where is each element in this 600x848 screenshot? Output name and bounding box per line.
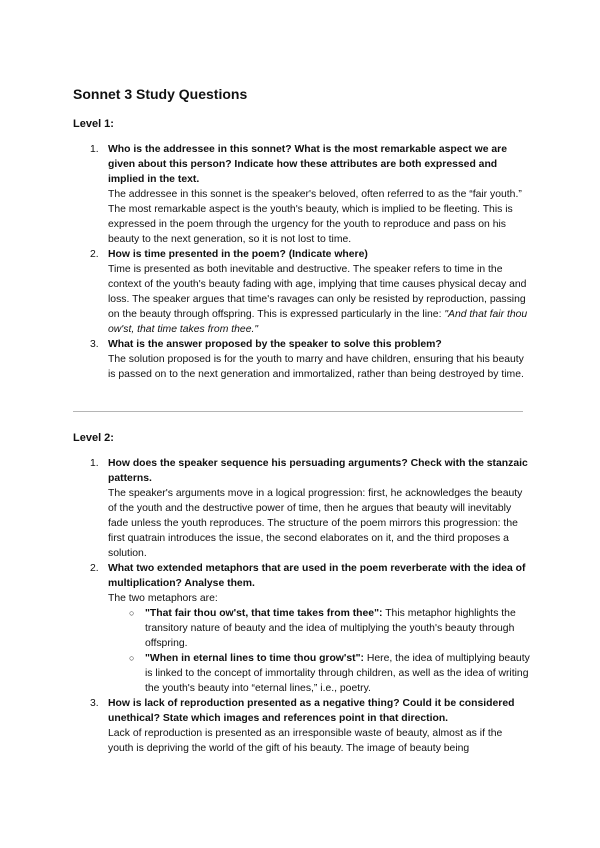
quoted-line: "And that fair thou ow'st, that time takes from thee." [108, 309, 528, 335]
answer-body: Time is presented as both inevitable and destructive. The speaker refers to time in the context of the youth's beauty fading with age, implying that time causes physical decay and loss. The speaker argues that time's ravages can only be resisted by reproduction, passing on the beauty through offspring. This is expressed particularly in the line: [108, 264, 527, 320]
metaphor-term: "That fair thou ow'st, that time takes from thee": [145, 608, 383, 619]
level-2-question-1 [90, 456, 530, 561]
question-text: How is time presented in the poem? (Indicate where) [108, 249, 368, 260]
level-2-question-3 [90, 696, 530, 756]
answer-text: The speaker's arguments move in a logical progression: first, he acknowledges the beauty of the youth and the destructive power of time, then he argues that beauty will inevitably fade unless the youth reproduces. The structure of the poem mirrors this progression: the first quatrain introduces the issue, the second elaborates on it, and the third proposes a solution. [108, 488, 523, 559]
question-text: What two extended metaphors that are used in the poem reverberate with the idea of multiplication? Analyse them. [108, 563, 526, 589]
level-2-heading: Level 2: [73, 432, 114, 444]
answer-text: The addressee in this sonnet is the speaker's beloved, often referred to as the “fair youth.” The most remarkable aspect is the youth's beauty, which is implied to be fleeting. This is expressed in the poem through the urgency for the youth to reproduce and pass on his beauty to the next generation, so it is not lost to time. [108, 189, 522, 245]
metaphor-explanation: Here, the idea of multiplying beauty is linked to the concept of immortality through children, as well as the idea of writing the youth's beauty into “eternal lines,” i.e., poetry. [145, 653, 530, 694]
level-2-question-list [90, 456, 530, 756]
metaphor-term: "When in eternal lines to time thou grow'st": [145, 653, 364, 664]
question-number: 3. [90, 339, 99, 350]
question-number: 2. [90, 249, 99, 260]
hollow-circle-bullet-icon: ○ [129, 653, 135, 663]
question-text: What is the answer proposed by the speaker to solve this problem? [108, 339, 442, 350]
metaphor-item [108, 606, 530, 651]
page-title: Sonnet 3 Study Questions [73, 86, 248, 102]
question-text: How does the speaker sequence his persuading arguments? Check with the stanzaic patterns. [108, 458, 528, 484]
answer-text: The two metaphors are: [108, 593, 218, 604]
question-number: 2. [90, 563, 99, 574]
metaphor-explanation: This metaphor highlights the transitory nature of beauty and the idea of multiplying the youth's beauty through offspring. [145, 608, 516, 649]
level-1-question-2 [90, 247, 530, 337]
question-number: 3. [90, 698, 99, 709]
hollow-circle-bullet-icon: ○ [129, 608, 135, 618]
level-1-question-list [90, 142, 530, 382]
level-1-question-1 [90, 142, 530, 247]
level-1-heading: Level 1: [73, 118, 114, 130]
question-number: 1. [90, 144, 99, 155]
question-text: How is lack of reproduction presented as a negative thing? Could it be considered unethical? State which images and references point in that direction. [108, 698, 515, 724]
metaphor-list [108, 606, 530, 696]
answer-text: The solution proposed is for the youth to marry and have children, ensuring that his beauty is passed on to the next generation and immortalized, rather than being destroyed by time. [108, 354, 524, 380]
level-1-question-3 [90, 337, 530, 382]
answer-text: Lack of reproduction is presented as an irresponsible waste of beauty, almost as if the youth is depriving the world of the gift of his beauty. The image of beauty being [108, 728, 503, 754]
horizontal-divider [73, 411, 523, 412]
level-2-question-2 [90, 561, 530, 696]
question-number: 1. [90, 458, 99, 469]
metaphor-item [108, 651, 530, 696]
answer-text [108, 262, 530, 337]
question-text: Who is the addressee in this sonnet? What is the most remarkable aspect we are given about this person? Indicate how these attributes are both expressed and implied in the text. [108, 144, 507, 185]
